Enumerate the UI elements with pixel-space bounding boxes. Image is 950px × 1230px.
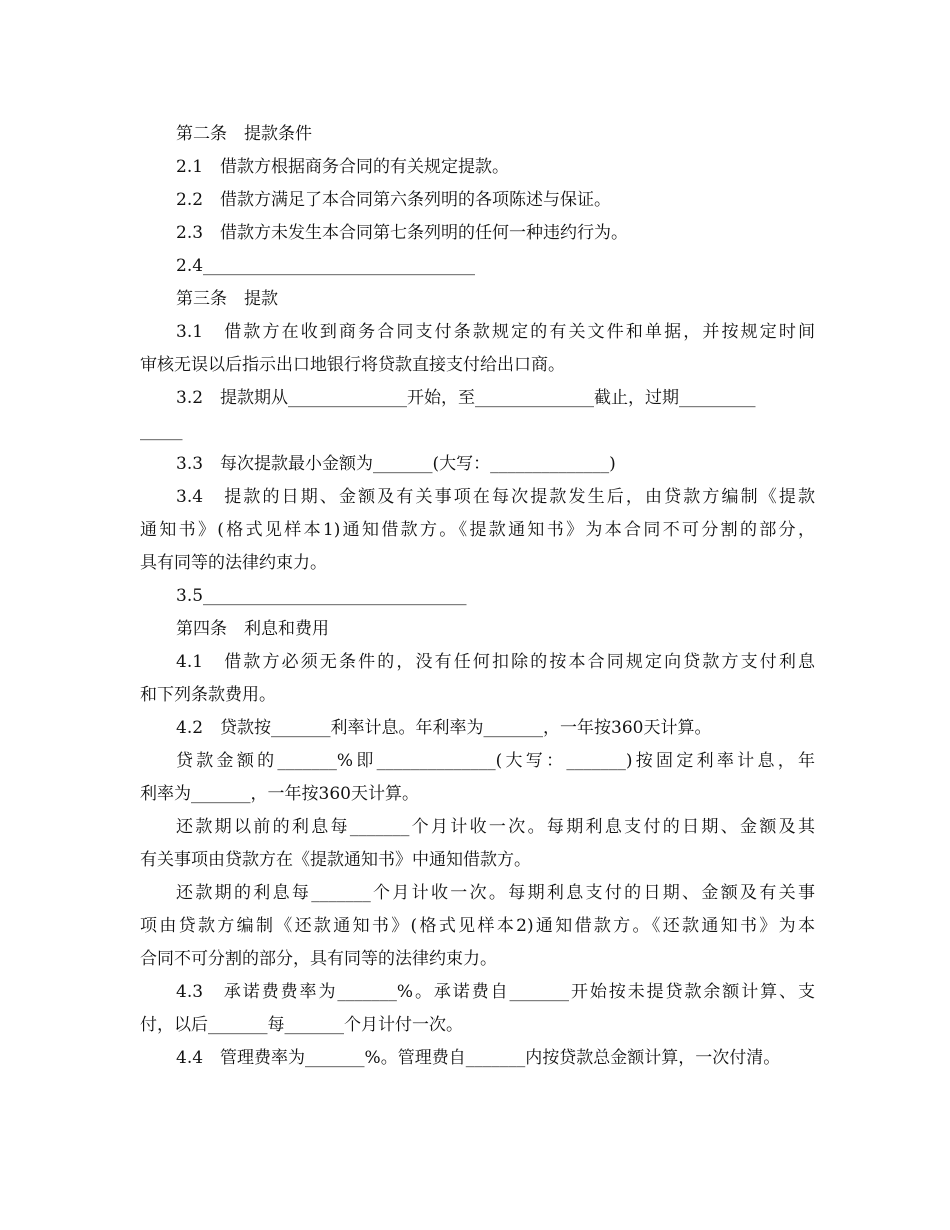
clause-4-2-repayment-interest: 还款期的利息每_______个月计收一次。每期利息支付的日期、金额及有关事 bbox=[176, 883, 815, 903]
clause-4-1: 4.1 借款方必须无条件的，没有任何扣除的按本合同规定向贷款方支付利息 bbox=[176, 652, 815, 672]
clause-4-4: 4.4 管理费率为_______%。管理费自_______内按贷款总金额计算，一次付清。 bbox=[176, 1048, 781, 1068]
clause-4-2: 4.2 贷款按_______利率计息。年利率为_______，一年按360天计算。 bbox=[176, 718, 712, 738]
clause-4-2-repayment-interest-cont: 项由贷款方编制《还款通知书》(格式见样本2)通知借款方。《还款通知书》为本 bbox=[140, 916, 815, 936]
clause-4-2-pre-repayment-interest-cont: 有关事项由贷款方在《提款通知书》中通知借款方。 bbox=[140, 850, 531, 870]
clause-4-3: 4.3 承诺费费率为_______%。承诺费自_______开始按未提贷款余额计算、支 bbox=[176, 982, 815, 1002]
clause-2-2: 2.2 借款方满足了本合同第六条列明的各项陈述与保证。 bbox=[176, 190, 612, 210]
clause-2-1: 2.1 借款方根据商务合同的有关规定提款。 bbox=[176, 157, 510, 177]
clause-3-5: 3.5_______________________________ bbox=[176, 586, 467, 606]
clause-2-3: 2.3 借款方未发生本合同第七条列明的任何一种违约行为。 bbox=[176, 223, 629, 243]
clause-4-1-cont: 和下列条款费用。 bbox=[140, 685, 276, 705]
clause-4-2-fixed-rate-cont: 利率为_______，一年按360天计算。 bbox=[140, 784, 419, 804]
clause-4-2-fixed-rate: 贷款金额的_______%即______________(大写：_______)按固定利率计息，年 bbox=[176, 751, 815, 771]
section-heading-article-3: 第三条 提款 bbox=[176, 289, 278, 309]
clause-3-4-end: 具有同等的法律约束力。 bbox=[140, 553, 327, 573]
section-heading-article-4: 第四条 利息和费用 bbox=[176, 619, 329, 639]
clause-4-2-pre-repayment-interest: 还款期以前的利息每_______个月计收一次。每期利息支付的日期、金额及其 bbox=[176, 817, 815, 837]
clause-3-2: 3.2 提款期从______________开始，至______________截止，过期_________ bbox=[176, 388, 756, 408]
clause-2-4: 2.4________________________________ bbox=[176, 256, 476, 276]
clause-3-4: 3.4 提款的日期、金额及有关事项在每次提款发生后，由贷款方编制《提款 bbox=[176, 487, 815, 507]
clause-3-4-cont: 通知书》(格式见样本1)通知借款方。《提款通知书》为本合同不可分割的部分， bbox=[140, 520, 815, 540]
clause-3-3: 3.3 每次提款最小金额为_______(大写：______________) bbox=[176, 454, 616, 474]
clause-3-1: 3.1 借款方在收到商务合同支付条款规定的有关文件和单据，并按规定时间 bbox=[176, 322, 815, 342]
clause-4-3-cont: 付，以后_______每_______个月计付一次。 bbox=[140, 1015, 463, 1035]
clause-3-2-cont: _____ bbox=[140, 421, 183, 441]
clause-3-1-cont: 审核无误以后指示出口地银行将贷款直接支付给出口商。 bbox=[140, 355, 565, 375]
document-body bbox=[140, 118, 815, 1075]
section-heading-article-2: 第二条 提款条件 bbox=[176, 124, 312, 144]
clause-4-2-repayment-interest-end: 合同不可分割的部分，具有同等的法律约束力。 bbox=[140, 949, 497, 969]
